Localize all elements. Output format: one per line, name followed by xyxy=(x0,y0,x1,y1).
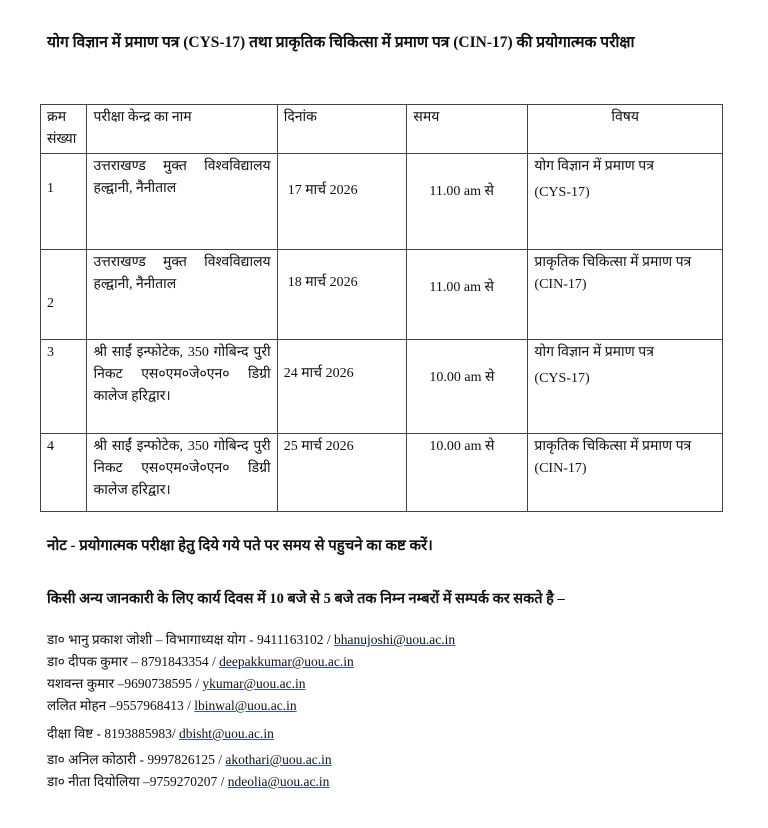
contact-email-link[interactable]: bhanujoshi@uou.ac.in xyxy=(333,632,456,647)
contact-item xyxy=(47,724,274,742)
cell-date: 25 मार्च 2026 xyxy=(283,439,354,454)
cell-subject-line1: प्राकृतिक चिकित्सा में प्रमाण पत्र xyxy=(534,255,692,270)
contact-prefix: डा० दीपक कुमार – 8791843354 / xyxy=(47,654,220,669)
cell-subject-line1: योग विज्ञान में प्रमाण पत्र xyxy=(534,159,654,174)
exam-schedule-table xyxy=(40,104,723,512)
contact-item xyxy=(47,674,306,692)
table-row xyxy=(41,154,723,250)
cell-center: उत्तराखण्ड मुक्त विश्वविद्यालय हल्द्वानी, नैनीताल xyxy=(93,255,271,292)
contact-prefix: दीक्षा विष्ट - 8193885983/ xyxy=(47,726,179,741)
contact-prefix: ललित मोहन –9557968413 / xyxy=(47,698,195,713)
table-row xyxy=(41,340,723,434)
page-title: योग विज्ञान में प्रमाण पत्र (CYS-17) तथा प्राकृतिक चिकित्सा में प्रमाण पत्र (CIN-17) की प्रयोगात्मक परीक्षा xyxy=(47,34,635,51)
contact-email-link[interactable]: akothari@uou.ac.in xyxy=(225,752,332,767)
cell-time: 11.00 am से xyxy=(429,184,494,199)
note-text: नोट - प्रयोगात्मक परीक्षा हेतु दिये गये पते पर समय से पहुचने का कष्ट करें। xyxy=(47,538,433,554)
contact-prefix: डा० भानु प्रकाश जोशी – विभागाध्यक्ष योग - 9411163102 / xyxy=(47,632,334,647)
cell-time: 11.00 am से xyxy=(429,280,494,295)
contact-item xyxy=(47,772,329,790)
header-center: परीक्षा केन्द्र का नाम xyxy=(87,105,277,154)
cell-serial: 2 xyxy=(47,296,54,311)
cell-date: 17 मार्च 2026 xyxy=(287,183,358,198)
contact-prefix: यशवन्त कुमार –9690738595 / xyxy=(47,676,203,691)
table-header-row xyxy=(41,105,723,154)
cell-serial: 1 xyxy=(47,181,54,196)
cell-center: श्री साईं इन्फोटेक, 350 गोबिन्द पुरी निकट एस०एम०जे०एन० डिग्री कालेज हरिद्वार। xyxy=(93,345,271,404)
header-serial: क्रम संख्या xyxy=(41,105,87,154)
contact-item xyxy=(47,630,455,648)
cell-subject-line1: प्राकृतिक चिकित्सा में प्रमाण पत्र xyxy=(534,439,692,454)
contact-email-link[interactable]: lbinwal@uou.ac.in xyxy=(194,698,297,713)
cell-time: 10.00 am से xyxy=(429,439,495,454)
header-date: दिनांक xyxy=(277,105,407,154)
cell-center: श्री साईं इन्फोटेक, 350 गोबिन्द पुरी निकट एस०एम०जे०एन० डिग्री कालेज हरिद्वार। xyxy=(93,439,271,498)
contact-email-link[interactable]: ndeolia@uou.ac.in xyxy=(227,774,330,789)
header-subject: विषय xyxy=(528,105,723,154)
cell-subject-line2: (CIN-17) xyxy=(534,461,587,476)
contact-email-link[interactable]: dbisht@uou.ac.in xyxy=(178,726,274,741)
cell-center: उत्तराखण्ड मुक्त विश्वविद्यालय हल्द्वानी, नैनीताल xyxy=(93,159,271,196)
cell-subject-line2: (CIN-17) xyxy=(534,277,587,292)
cell-date: 18 मार्च 2026 xyxy=(287,275,358,290)
contact-prefix: डा० अनिल कोठारी - 9997826125 / xyxy=(47,752,226,767)
cell-subject-line1: योग विज्ञान में प्रमाण पत्र xyxy=(534,345,654,360)
table-row xyxy=(41,250,723,340)
cell-date: 24 मार्च 2026 xyxy=(283,366,354,381)
contact-item xyxy=(47,696,297,714)
cell-serial: 3 xyxy=(47,345,54,360)
contact-prefix: डा० नीता दियोलिया –9759270207 / xyxy=(47,774,228,789)
contact-email-link[interactable]: ykumar@uou.ac.in xyxy=(202,676,306,691)
contact-item xyxy=(47,750,332,768)
contact-email-link[interactable]: deepakkumar@uou.ac.in xyxy=(219,654,354,669)
cell-serial: 4 xyxy=(47,439,54,454)
contact-info-heading: किसी अन्य जानकारी के लिए कार्य दिवस में 10 बजे से 5 बजे तक निम्न नम्बरों में सम्पर्क कर सकते है – xyxy=(47,591,565,607)
cell-subject-line2: (CYS-17) xyxy=(534,185,590,200)
cell-subject-line2: (CYS-17) xyxy=(534,371,590,386)
cell-time: 10.00 am से xyxy=(429,370,495,385)
contact-item xyxy=(47,652,354,670)
table-row xyxy=(41,434,723,512)
header-time: समय xyxy=(407,105,528,154)
